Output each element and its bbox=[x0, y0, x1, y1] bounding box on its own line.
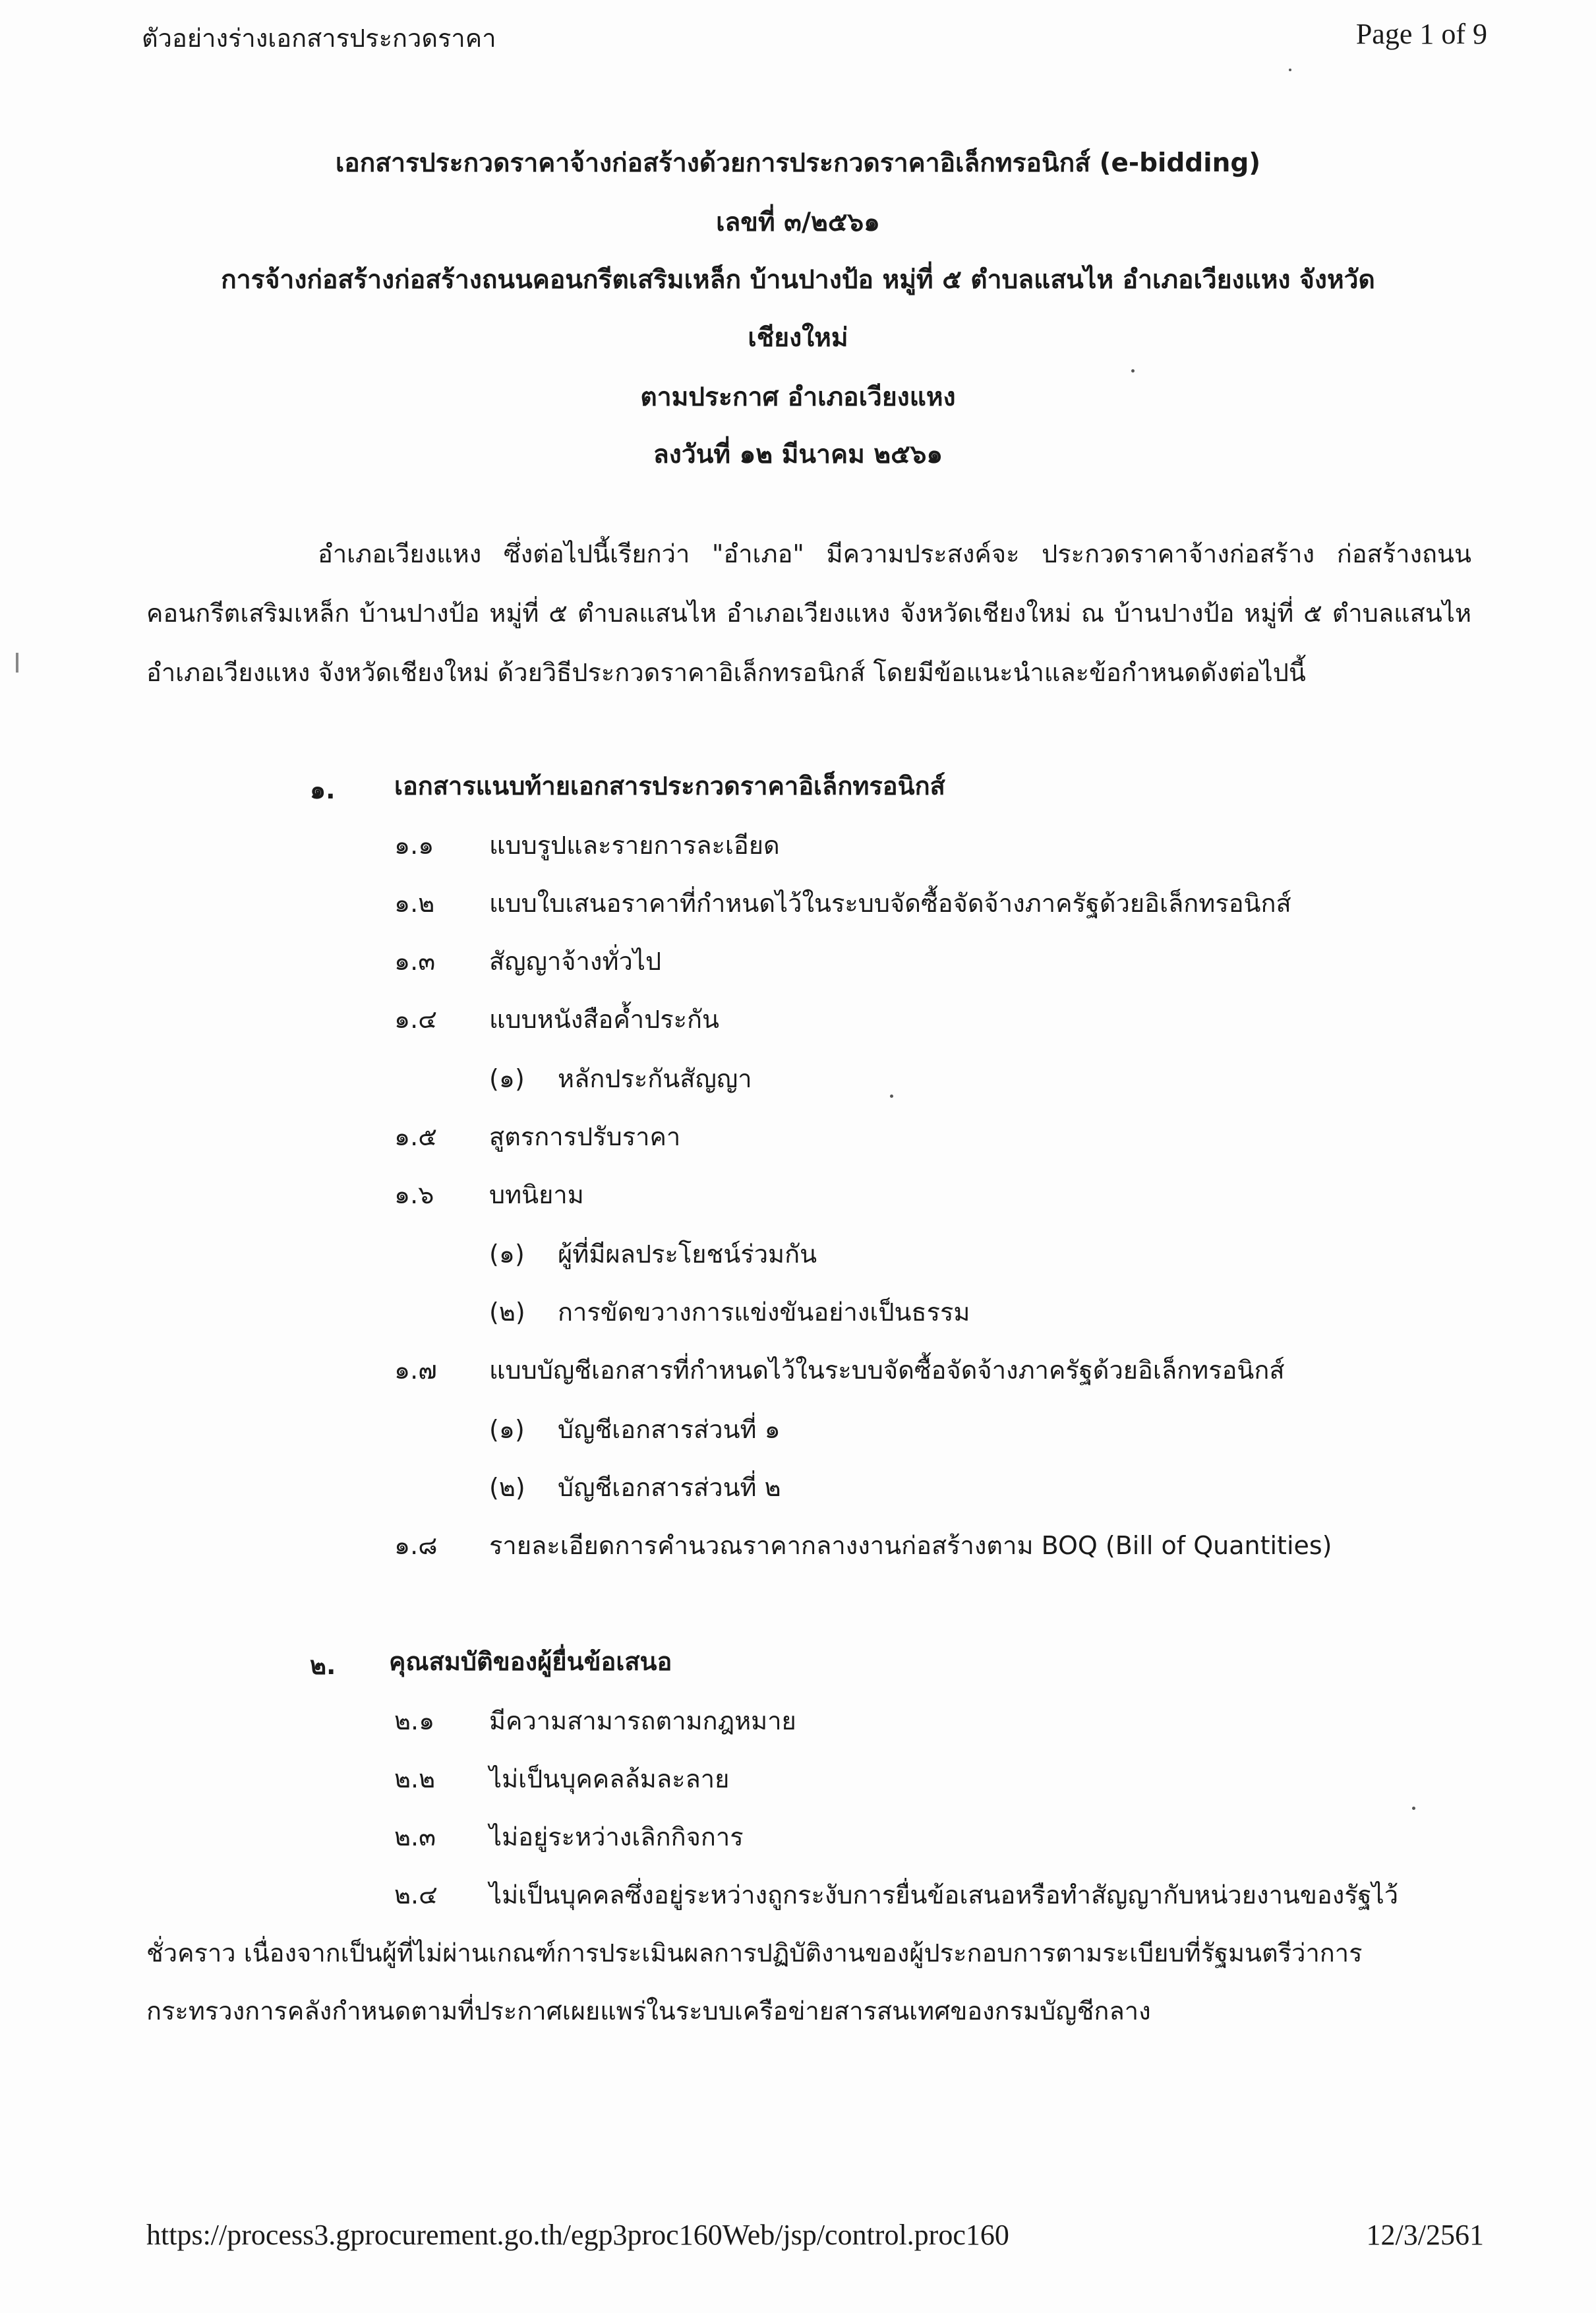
item-1-2-text: แบบใบเสนอราคาที่กำหนดไว้ในระบบจัดซื้อจัดจ้างภาครัฐด้วยอิเล็กทรอนิกส์ bbox=[489, 889, 1291, 918]
item-1-7-number: ๑.๗ bbox=[394, 1356, 437, 1385]
item-1-4-number: ๑.๔ bbox=[394, 1005, 437, 1034]
item-2-4-continuation-2: กระทรวงการคลังกำหนดตามที่ประกาศเผยแพร่ในระบบเครือข่ายสารสนเทศของกรมบัญชีกลาง bbox=[146, 1997, 1151, 2026]
item-1-6-1-number: (๑) bbox=[489, 1240, 525, 1269]
document-number: เลขที่ ๓/๒๕๖๑ bbox=[716, 208, 880, 237]
page-number: Page 1 of 9 bbox=[1355, 18, 1487, 50]
scan-mark bbox=[16, 653, 18, 673]
section-1-title: เอกสารแนบท้ายเอกสารประกวดราคาอิเล็กทรอนิกส์ bbox=[394, 771, 945, 800]
item-1-5-text: สูตรการปรับราคา bbox=[489, 1122, 681, 1151]
item-2-1-text: มีความสามารถตามกฎหมาย bbox=[489, 1706, 796, 1735]
item-1-6-text: บทนิยาม bbox=[489, 1180, 584, 1209]
announcement-by: ตามประกาศ อำเภอเวียงแหง bbox=[640, 382, 956, 412]
scan-speck bbox=[1289, 69, 1291, 71]
item-1-8-number: ๑.๘ bbox=[394, 1531, 438, 1560]
item-1-6-2-text: การขัดขวางการแข่งขันอย่างเป็นธรรม bbox=[558, 1298, 970, 1327]
scan-speck bbox=[1412, 1807, 1415, 1810]
announcement-date: ลงวันที่ ๑๒ มีนาคม ๒๕๖๑ bbox=[653, 440, 943, 469]
intro-paragraph bbox=[146, 524, 1471, 702]
item-1-4-text: แบบหนังสือค้ำประกัน bbox=[489, 1005, 720, 1034]
item-1-3-text: สัญญาจ้างทั่วไป bbox=[489, 947, 662, 976]
project-title: การจ้างก่อสร้างก่อสร้างถนนคอนกรีตเสริมเหล็ก บ้านปางป้อ หมู่ที่ ๕ ตำบลแสนไห อำเภอเวียงแหง จังหวัด bbox=[221, 265, 1375, 295]
item-1-3-number: ๑.๓ bbox=[394, 947, 436, 976]
footer-date: 12/3/2561 bbox=[1366, 2219, 1484, 2251]
item-2-3-number: ๒.๓ bbox=[394, 1822, 436, 1851]
item-2-1-number: ๒.๑ bbox=[394, 1706, 435, 1735]
item-2-3-text: ไม่อยู่ระหว่างเลิกกิจการ bbox=[489, 1822, 744, 1851]
project-title-cont: เชียงใหม่ bbox=[748, 323, 848, 353]
section-1-number: ๑. bbox=[310, 775, 336, 804]
item-1-1-text: แบบรูปและรายการละเอียด bbox=[489, 831, 780, 860]
footer-url: https://process3.gprocurement.go.th/egp3proc160Web/jsp/control.proc160 bbox=[146, 2219, 1009, 2251]
item-1-6-1-text: ผู้ที่มีผลประโยชน์ร่วมกัน bbox=[558, 1240, 817, 1269]
section-2-title: คุณสมบัติของผู้ยื่นข้อเสนอ bbox=[389, 1647, 672, 1676]
item-1-6-number: ๑.๖ bbox=[394, 1180, 434, 1209]
item-1-5-number: ๑.๕ bbox=[394, 1122, 437, 1151]
document-title: เอกสารประกวดราคาจ้างก่อสร้างด้วยการประกวดราคาอิเล็กทรอนิกส์ (e-bidding) bbox=[335, 148, 1261, 178]
scan-speck bbox=[890, 1095, 893, 1098]
item-1-4-1-text: หลักประกันสัญญา bbox=[558, 1064, 752, 1093]
item-1-7-2-text: บัญชีเอกสารส่วนที่ ๒ bbox=[558, 1473, 781, 1502]
item-1-4-1-number: (๑) bbox=[489, 1064, 525, 1093]
item-1-7-text: แบบบัญชีเอกสารที่กำหนดไว้ในระบบจัดซื้อจัดจ้างภาครัฐด้วยอิเล็กทรอนิกส์ bbox=[489, 1356, 1285, 1385]
item-2-2-number: ๒.๒ bbox=[394, 1764, 436, 1793]
section-2-number: ๒. bbox=[310, 1651, 336, 1680]
item-1-2-number: ๑.๒ bbox=[394, 889, 435, 918]
item-1-6-2-number: (๒) bbox=[489, 1298, 525, 1327]
item-2-4-number: ๒.๔ bbox=[394, 1880, 438, 1909]
item-1-1-number: ๑.๑ bbox=[394, 831, 434, 860]
item-1-7-1-text: บัญชีเอกสารส่วนที่ ๑ bbox=[558, 1415, 781, 1444]
item-1-8-text: รายละเอียดการคำนวณราคากลางงานก่อสร้างตาม BOQ (Bill of Quantities) bbox=[489, 1531, 1332, 1560]
item-2-4-continuation-1: ชั่วคราว เนื่องจากเป็นผู้ที่ไม่ผ่านเกณฑ์การประเมินผลการปฏิบัติงานของผู้ประกอบการตามระเบียบที่รัฐมนตรีว่าการ bbox=[146, 1938, 1363, 1968]
scan-speck bbox=[1131, 369, 1135, 373]
draft-label: ตัวอย่างร่างเอกสารประกวดราคา bbox=[142, 24, 496, 53]
item-2-4-text: ไม่เป็นบุคคลซึ่งอยู่ระหว่างถูกระงับการยื่นข้อเสนอหรือทำสัญญากับหน่วยงานของรัฐไว้ bbox=[489, 1880, 1399, 1909]
intro-text: อำเภอเวียงแหง ซึ่งต่อไปนี้เรียกว่า "อำเภอ" มีความประสงค์จะ ประกวดราคาจ้างก่อสร้าง ก่อสร้างถนนคอนกรีตเสริมเหล็ก บ้านปางป้อ หมู่ที่ ๕ ตำบลแสนไห อำเภอเวียงแหง จังหวัดเชียงใหม่ ณ บ้านปางป้อ หมู่ที่ ๕ ตำบลแสนไห อำเภอเวียงแหง จังหวัดเชียงใหม่ ด้วยวิธีประกวดราคาอิเล็กทรอนิกส์ โดยมีข้อแนะนำและข้อกำหนดดังต่อไปนี้ bbox=[146, 539, 1471, 687]
item-1-7-2-number: (๒) bbox=[489, 1473, 525, 1502]
item-1-7-1-number: (๑) bbox=[489, 1415, 525, 1444]
item-2-2-text: ไม่เป็นบุคคลล้มละลาย bbox=[489, 1764, 730, 1793]
